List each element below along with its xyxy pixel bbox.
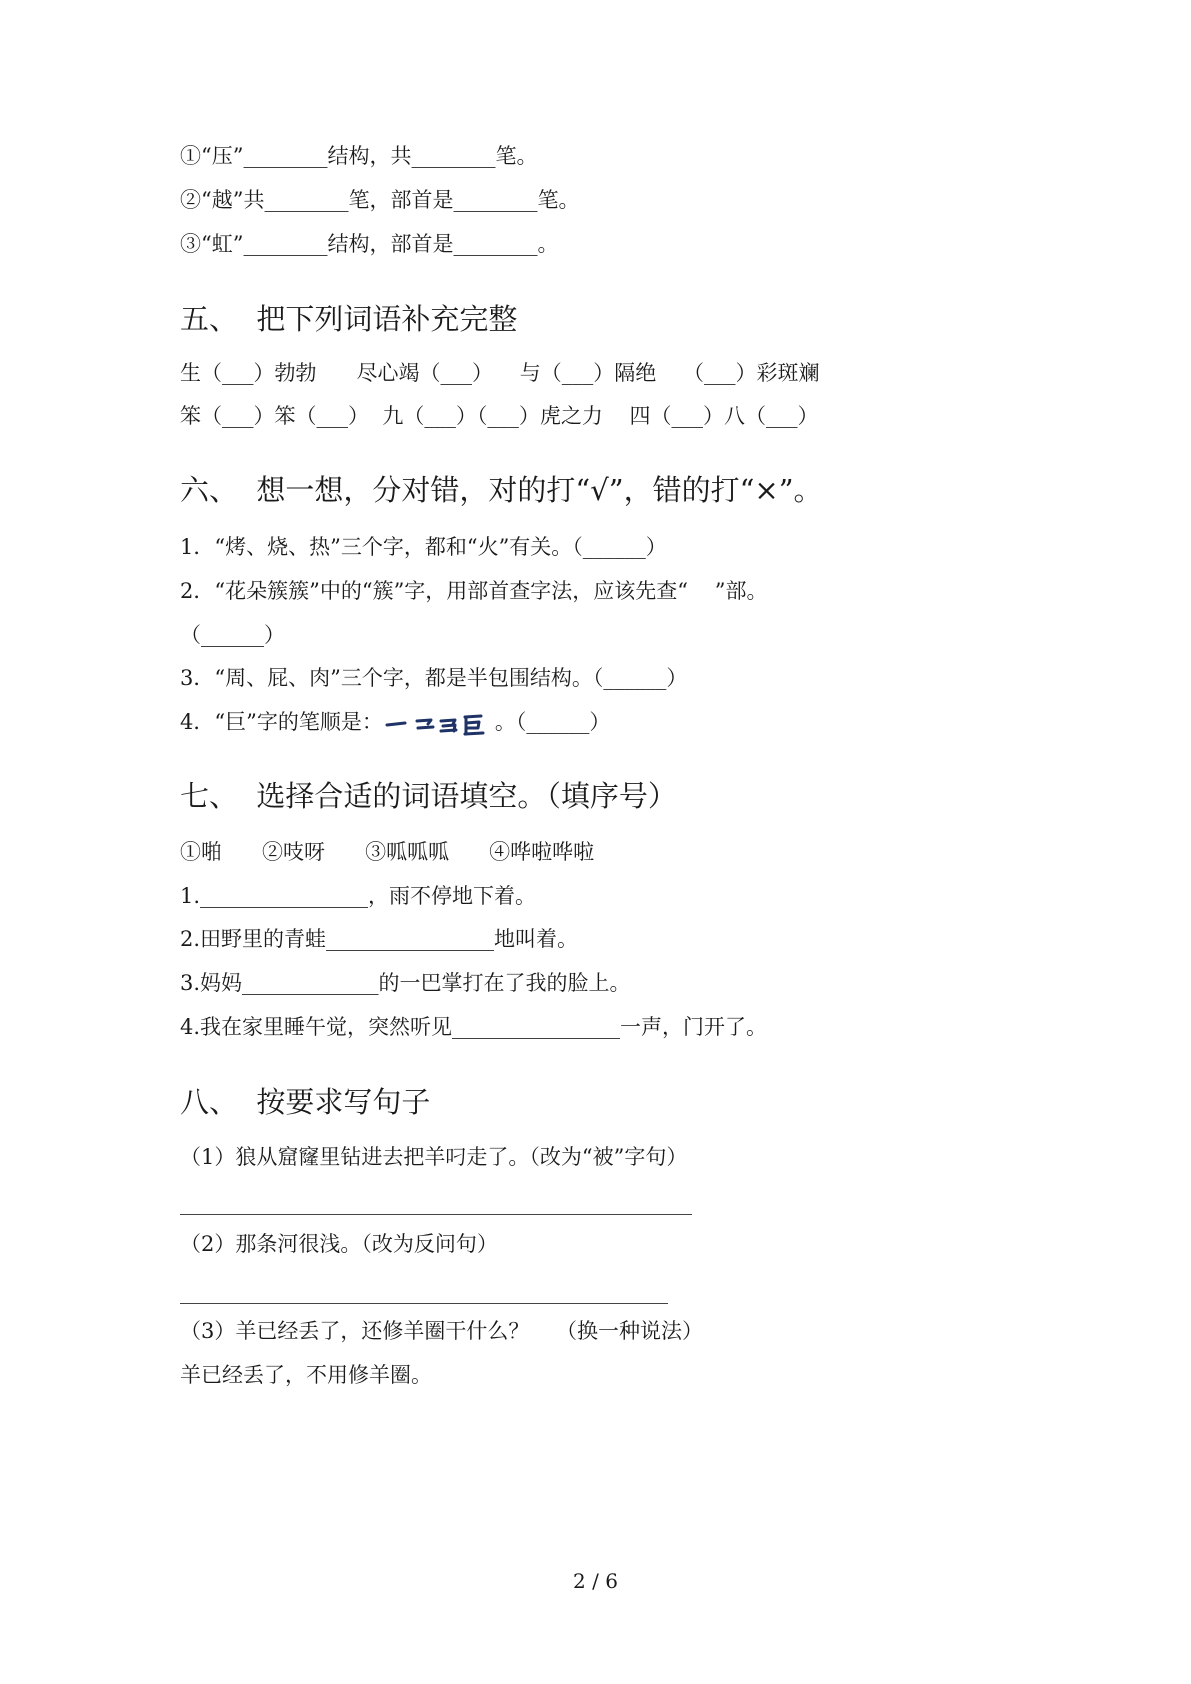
sec7-question-2: 2.田野里的青蛙________________地叫着。: [180, 927, 579, 951]
sec6-question-2: 2．“花朵簇簇”中的“簇”字，用部首查字法，应该先查“ ”部。: [180, 579, 768, 603]
sec6-question-4-prefix: 4．“巨”字的笔顺是：: [180, 710, 383, 734]
sec4-question-2: ②“越”共________笔，部首是________笔。: [180, 188, 580, 212]
sec8-question-1: （1）狼从窟窿里钻进去把羊叼走了。（改为“被”字句）: [180, 1145, 688, 1169]
sec7-question-1: 1.________________，雨不停地下着。: [180, 884, 537, 908]
sec7-question-4: 4.我在家里睡午觉，突然听见________________一声，门开了。: [180, 1015, 768, 1039]
sec4-question-1: ①“压”________结构，共________笔。: [180, 144, 538, 168]
sec6-question-4: [180, 707, 610, 739]
sec5-title: 五、 把下列词语补充完整: [180, 302, 518, 336]
sec5-row-2: 笨（___）笨（___） 九（___）（___）虎之力 四（___）八（___）: [180, 404, 819, 428]
sec6-question-1: 1．“烤、烧、热”三个字，都和“火”有关。（______）: [180, 535, 667, 559]
sec7-question-3: 3.妈妈_____________的一巴掌打在了我的脸上。: [180, 971, 631, 995]
sec8-question-3-answer: 羊已经丢了，不用修羊圈。: [180, 1363, 432, 1387]
page-number: 2 / 6: [573, 1569, 618, 1593]
sec8-question-2: （2）那条河很浅。（改为反问句）: [180, 1232, 498, 1256]
sec5-row-1: 生（___）勃勃 尽心竭（___） 与（___）隔绝 （___）彩斑斓: [180, 361, 820, 385]
sec8-answer-line-1: [180, 1214, 692, 1215]
sec7-title: 七、 选择合适的词语填空。（填序号）: [180, 779, 677, 813]
stroke-order-image: [383, 709, 495, 739]
sec6-title: 六、 想一想，分对错，对的打“√”，错的打“×”。: [180, 473, 823, 507]
sec6-question-3: 3．“周、屁、肉”三个字，都是半包围结构。（______）: [180, 666, 688, 690]
sec7-options: ①啪 ②吱呀 ③呱呱呱 ④哗啦哗啦: [180, 840, 595, 864]
sec8-question-3: （3）羊已经丢了，还修羊圈干什么？ （换一种说法）: [180, 1319, 704, 1343]
sec8-title: 八、 按要求写句子: [180, 1085, 431, 1119]
sec4-question-3: ③“虹”________结构，部首是________。: [180, 232, 559, 256]
sec8-answer-line-2: [180, 1303, 668, 1304]
sec6-question-4-suffix: 。（______）: [494, 710, 611, 734]
sec6-question-2-blank: （______）: [180, 623, 285, 647]
